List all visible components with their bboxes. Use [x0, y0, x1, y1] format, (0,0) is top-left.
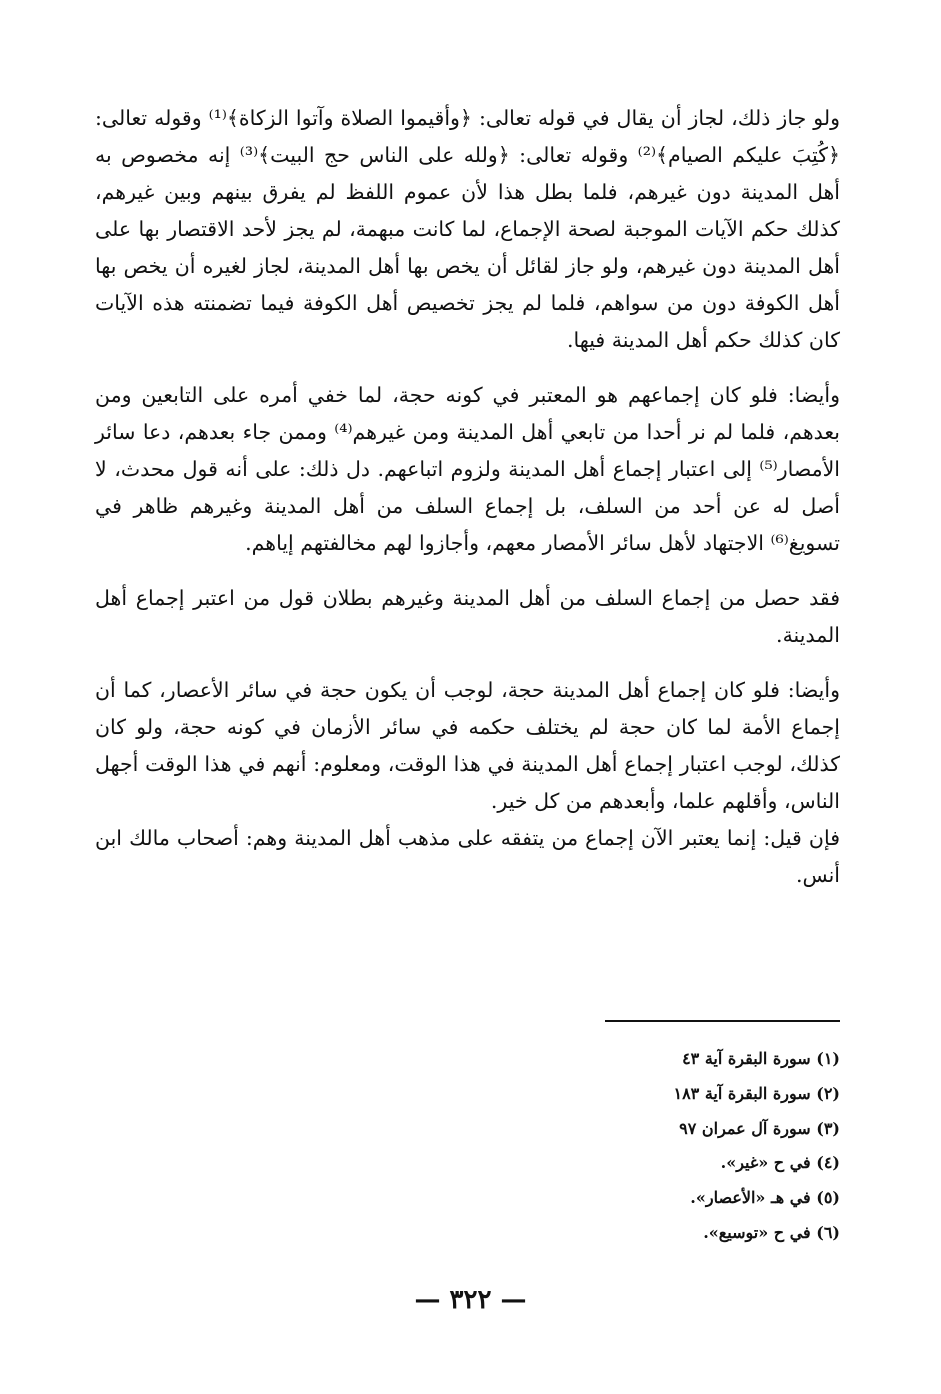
footnote-3: (٣) سورة آل عمران ٩٧ — [679, 1118, 840, 1138]
footnote-1: (١) سورة البقرة آية ٤٣ — [682, 1049, 840, 1068]
footnote-divider — [605, 1020, 840, 1022]
footnote-5: (٥) في هـ «الأعصار». — [690, 1188, 840, 1208]
footnote-2: (٢) سورة البقرة آية ١٨٣ — [673, 1083, 840, 1103]
paragraph-5: فإن قيل: إنما يعتبر الآن إجماع من يتفقه على مذهب أهل المدينة وهم: أصحاب مالك ابن أنس. — [95, 826, 840, 887]
footnote-4: (٤) في ح «غير». — [720, 1153, 840, 1173]
paragraph-1: ولو جاز ذلك، لجاز أن يقال في قوله تعالى: ﴿وأقيموا الصلاة وآتوا الزكاة﴾⁽¹⁾ وقوله تعالى: ﴿كُتِبَ عليكم الصيام﴾⁽²⁾ وقوله تعالى: ﴿ولله على الناس حج البيت﴾⁽³⁾ إنه مخصوص به أهل المدينة دون غيرهم، فلما بطل هذا لأن عموم اللفظ لم يفرق بينهم وبين غيرهم، كذلك حكم الآيات الموجبة لصحة الإجماع، لما كانت مبهمة، لم يجز لأحد الاقتصار بها على أهل المدينة دون غيرهم، ولو جاز لقائل أن يخص بها أهل المدينة، لجاز لغيره أن يخص بها أهل الكوفة دون من سواهم، فلما لم يجز تخصيص أهل الكوفة فيما تضمنته هذه الآيات كان كذلك حكم أهل المدينة فيها. — [95, 106, 841, 352]
paragraph-4: وأيضا: فلو كان إجماع أهل المدينة حجة، لوجب أن يكون حجة في سائر الأعصار، كما أن إجماع الأمة لما كان حجة لم يختلف حكمه في سائر الأزمان في كونه حجة، ولو كان كذلك، لوجب اعتبار إجماع أهل المدينة في هذا الوقت، ومعلوم: أنهم في هذا الوقت أجهل الناس، وأقلهم علما، وأبعدهم من كل خير. — [95, 678, 840, 813]
page-number: — ٣٢٢ — — [414, 1285, 527, 1315]
footnote-6: (٦) في ح «توسيع». — [703, 1222, 840, 1242]
paragraph-2: وأيضا: فلو كان إجماعهم هو المعتبر في كونه حجة، لما خفي أمره على التابعين ومن بعدهم، فلما لم نر أحدا من تابعي أهل المدينة ومن غيرهم⁽⁴⁾ وممن جاء بعدهم، دعا سائر الأمصار⁽⁵⁾ إلى اعتبار إجماع أهل المدينة ولزوم اتباعهم. دل ذلك: على أنه قول محدث، لا أصل له عن أحد من السلف، بل إجماع السلف من أهل المدينة وغيرهم ظاهر في تسويغ⁽⁶⁾ الاجتهاد لأهل سائر الأمصار معهم، وأجازوا لهم مخالفتهم إياهم. — [95, 383, 841, 555]
footnotes-list — [440, 1042, 840, 1251]
page-body — [95, 100, 840, 912]
paragraph-3: فقد حصل من إجماع السلف من أهل المدينة وغيرهم بطلان قول من اعتبر إجماع أهل المدينة. — [95, 586, 840, 647]
